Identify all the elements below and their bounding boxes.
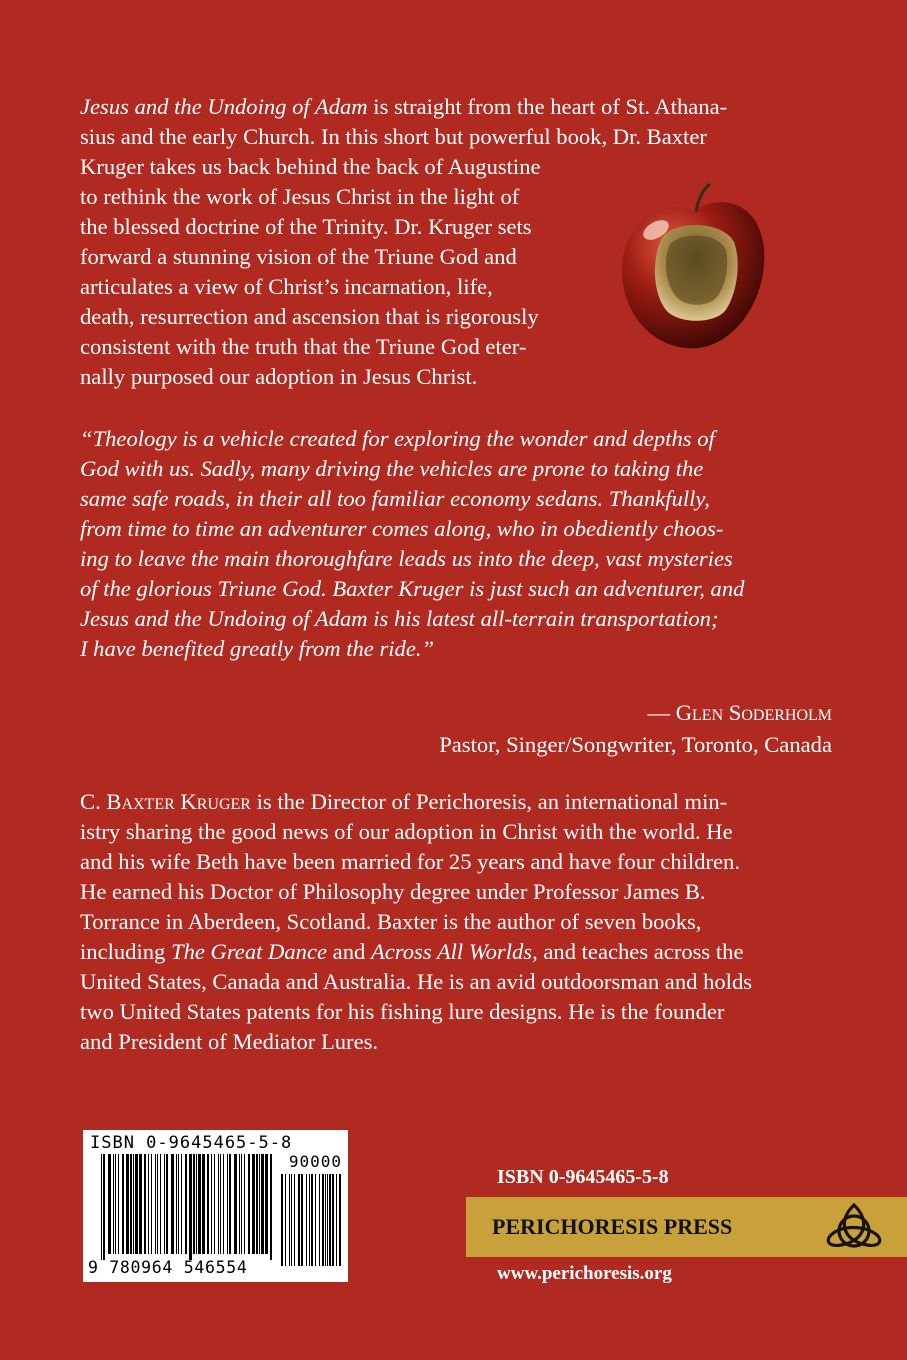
barcode-bar (229, 1154, 231, 1254)
barcode-bar (139, 1154, 142, 1254)
barcode-bar (319, 1174, 320, 1266)
barcode-bar (126, 1154, 129, 1254)
barcode-bar (178, 1154, 179, 1254)
quote-line: from time to time an adventurer comes along, who in obediently choos- (80, 516, 724, 541)
publisher-band (466, 1197, 907, 1257)
book-title-across-all-worlds: Across All Worlds, (370, 939, 538, 964)
bio-line: two United States patents for his fishing lure designs. He is the founder (80, 999, 725, 1024)
barcode-bar (144, 1154, 146, 1254)
barcode-bar (294, 1174, 295, 1266)
quote-line: Jesus and the Undoing of Adam is his latest all-terrain transportation; (80, 606, 719, 631)
barcode-bar (309, 1174, 310, 1266)
description-line: death, resurrection and ascension that is rigorously (80, 304, 539, 329)
barcode-bar (223, 1154, 224, 1254)
barcode-bar (207, 1154, 209, 1254)
trinity-knot-icon (821, 1201, 887, 1253)
barcode-bar (166, 1154, 168, 1254)
bio-line: C. Baxter Kruger is the Director of Perichoresis, an international min- (80, 789, 728, 814)
author-name: Baxter Kruger (106, 789, 251, 814)
publisher-name: PERICHORESIS PRESS (492, 1214, 733, 1239)
barcode-bar (133, 1154, 134, 1254)
barcode-bar (306, 1174, 307, 1266)
quote-line: I have benefited greatly from the ride.” (80, 636, 435, 661)
barcode-bar (281, 1174, 283, 1266)
barcode-bar (256, 1154, 258, 1254)
bio-line: and President of Mediator Lures. (80, 1029, 379, 1054)
barcode-bar (339, 1174, 341, 1266)
endorser-role: Pastor, Singer/Songwriter, Toronto, Canada (439, 732, 832, 757)
quote-line: “Theology is a vehicle created for exploring the wonder and depths of (80, 426, 715, 451)
barcode-bar (101, 1154, 102, 1260)
barcode-bar (193, 1154, 195, 1254)
barcode-bar (332, 1174, 334, 1266)
barcode-bar (261, 1154, 264, 1254)
barcode-bar (325, 1174, 326, 1266)
barcode-bar (336, 1174, 337, 1266)
barcode-bar (214, 1154, 215, 1254)
barcode-bar (291, 1174, 292, 1266)
barcode-bar (196, 1154, 197, 1254)
barcode-bar (329, 1174, 331, 1266)
quote-line: same safe roads, in their all too familiar economy sedans. Thankfully, (80, 486, 710, 511)
description-line: forward a stunning vision of the Triune God and (80, 244, 517, 269)
description-line (80, 92, 727, 122)
barcode-bar (218, 1154, 219, 1254)
barcode-bar (220, 1154, 221, 1254)
endorser-name: Glen Soderholm (675, 700, 832, 725)
description-line: to rethink the work of Jesus Christ in the light of (80, 184, 520, 209)
barcode-bar (202, 1154, 205, 1254)
description-line: the blessed doctrine of the Trinity. Dr. Kruger sets (80, 214, 532, 239)
barcode-bar (113, 1154, 114, 1254)
bitten-apple-image (618, 178, 768, 352)
barcode-bar (115, 1154, 116, 1254)
barcode-bar (189, 1154, 192, 1260)
barcode-bar (322, 1174, 324, 1266)
description-line: articulates a view of Christ’s incarnation, life, (80, 274, 493, 299)
barcode-bar (157, 1154, 158, 1254)
barcode-bar (244, 1154, 245, 1254)
description-text: is straight from the heart of St. Athana- (367, 94, 728, 119)
barcode-bar (135, 1154, 138, 1254)
barcode-bar (160, 1154, 161, 1254)
author-bio (80, 787, 752, 1057)
barcode-bar (234, 1154, 237, 1254)
bio-line: and his wife Beth have been married for 25 years and have four children. (80, 849, 740, 874)
attribution-name-line: — Glen Soderholm (647, 700, 832, 725)
barcode-bar (239, 1154, 240, 1254)
barcode-bar (285, 1174, 286, 1266)
barcode-isbn-label: ISBN 0-9645465-5-8 (90, 1133, 293, 1153)
endorsement-quote (80, 424, 744, 664)
book-title-great-dance: The Great Dance (171, 939, 328, 964)
barcode-bar (176, 1154, 177, 1254)
quote-line: of the glorious Triune God. Baxter Kruger is just such an adventurer, and (80, 576, 745, 601)
barcode-bar (311, 1174, 313, 1266)
barcode-bar (171, 1154, 174, 1254)
barcode-bar (252, 1154, 255, 1254)
barcode-bar (289, 1174, 290, 1266)
barcode-bar (227, 1154, 228, 1254)
barcode-bar (155, 1154, 156, 1254)
bio-line: istry sharing the good news of our adoption in Christ with the world. He (80, 819, 733, 844)
barcode-bar (270, 1154, 272, 1260)
barcode-bar (327, 1174, 328, 1266)
barcode-bar (298, 1174, 300, 1266)
barcode (83, 1130, 348, 1282)
barcode-bar (108, 1154, 111, 1254)
barcode-bar (118, 1154, 119, 1254)
bio-line: Torrance in Aberdeen, Scotland. Baxter is the author of seven books, (80, 909, 702, 934)
barcode-bar (315, 1174, 316, 1266)
quote-line: ing to leave the main thoroughfare leads us into the deep, vast mysteries (80, 546, 733, 571)
barcode-bar (130, 1154, 132, 1254)
barcode-bar (301, 1174, 303, 1266)
barcode-bar (211, 1154, 212, 1254)
description-line: Kruger takes us back behind the back of Augustine (80, 154, 541, 179)
barcode-bar (181, 1154, 182, 1254)
barcode-bar (122, 1154, 124, 1254)
quote-line: God with us. Sadly, many driving the vehicles are prone to taking the (80, 456, 704, 481)
barcode-bar (259, 1154, 260, 1254)
barcode-bar (103, 1154, 105, 1260)
bio-line: including The Great Dance and Across All Worlds, and teaches across the (80, 939, 744, 964)
barcode-bar (198, 1154, 201, 1254)
barcode-bar (164, 1154, 165, 1254)
book-title-italic: Jesus and the Undoing of Adam (80, 94, 368, 119)
isbn-text: ISBN 0-9645465-5-8 (497, 1166, 669, 1188)
bio-line: United States, Canada and Australia. He is an avid outdoorsman and holds (80, 969, 753, 994)
barcode-bar (185, 1154, 187, 1254)
barcode-ean-number: 9 780964 546554 (88, 1258, 248, 1277)
bio-line: He earned his Doctor of Philosophy degree under Professor James B. (80, 879, 706, 904)
description-line: sius and the early Church. In this short but powerful book, Dr. Baxter (80, 124, 707, 149)
barcode-bar (148, 1154, 149, 1254)
quote-attribution (439, 697, 832, 761)
barcode-bar (265, 1154, 268, 1254)
publisher-website: www.perichoresis.org (497, 1263, 672, 1284)
barcode-bar (241, 1154, 242, 1254)
barcode-bar (248, 1154, 250, 1254)
barcode-bar (151, 1154, 152, 1254)
description-line: consistent with the truth that the Triune God eter- (80, 334, 527, 359)
description-line: nally purposed our adoption in Jesus Christ. (80, 364, 478, 389)
barcode-addon-number: 90000 (288, 1152, 342, 1171)
